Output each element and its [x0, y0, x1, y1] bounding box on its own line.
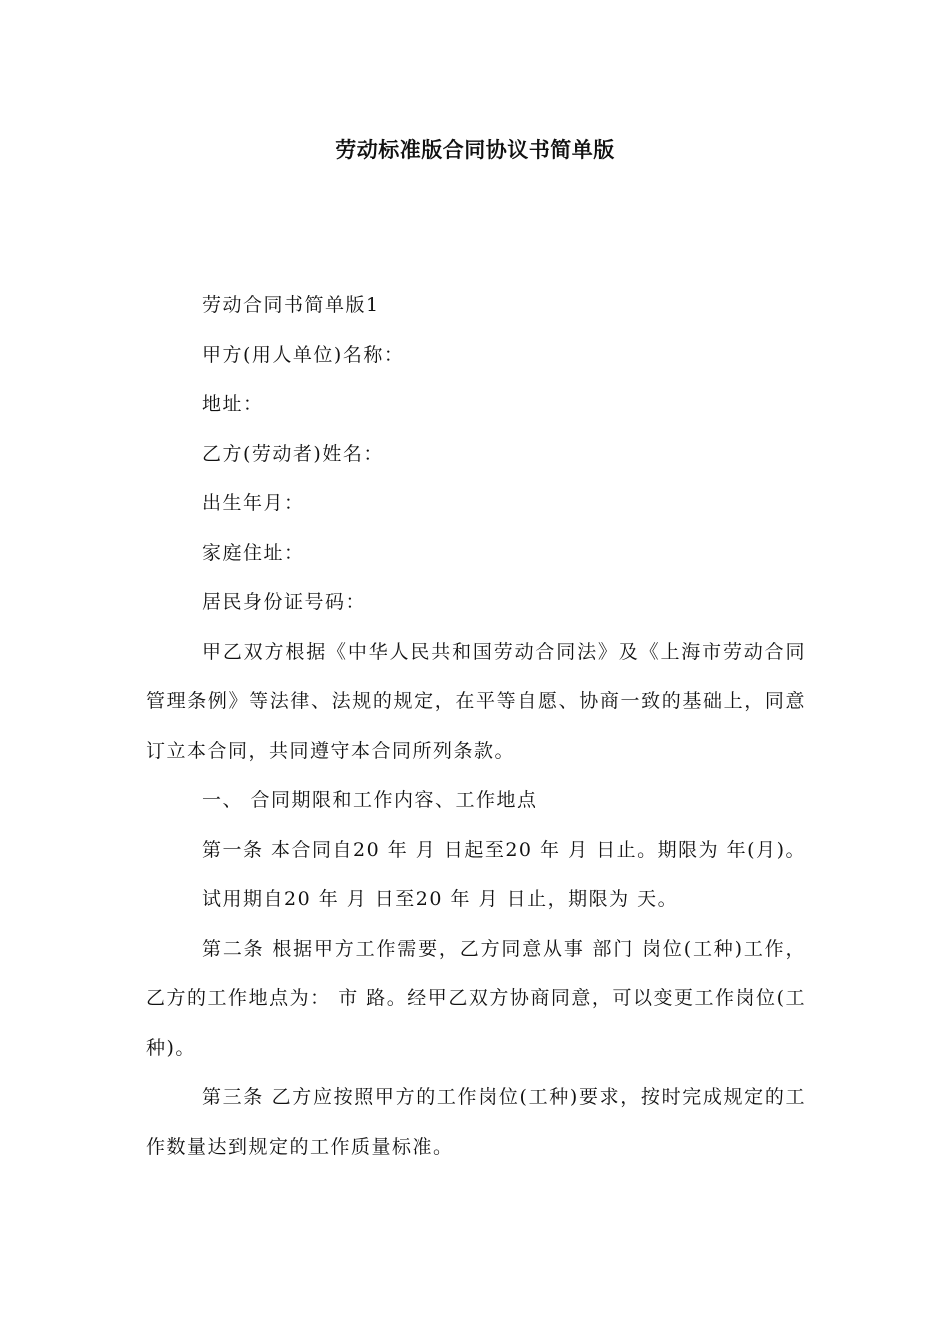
probation-paragraph: 试用期自20 年 月 日至20 年 月 日止，期限为 天。 [202, 888, 679, 910]
article-1-paragraph: 第一条 本合同自20 年 月 日起至20 年 月 日止。期限为 年(月)。 [202, 838, 806, 861]
preamble-paragraph: 甲乙双方根据《中华人民共和国劳动合同法》及《上海市劳动合同管理条例》等法律、法规的规定，在平等自愿、协商一致的基础上，同意订立本合同，共同遵守本合同所列条款。 [146, 640, 806, 762]
id-number-line: 居民身份证号码： [202, 591, 367, 613]
document-body [146, 281, 806, 1172]
document-title: 劳动标准版合同协议书简单版 [335, 138, 615, 162]
article-2-paragraph: 第二条 根据甲方工作需要，乙方同意从事 部门 岗位(工种)工作，乙方的工作地点为： 市 路。经甲乙双方协商同意，可以变更工作岗位(工种)。 [146, 937, 806, 1059]
birth-date-line: 出生年月： [202, 492, 305, 514]
address-line: 地址： [202, 393, 264, 415]
contract-heading: 劳动合同书简单版1 [202, 294, 380, 316]
party-b-name-line: 乙方(劳动者)姓名： [202, 442, 384, 465]
section-heading: 一、 合同期限和工作内容、工作地点 [202, 789, 538, 811]
article-3-paragraph: 第三条 乙方应按照甲方的工作岗位(工种)要求，按时完成规定的工作数量达到规定的工作质量标准。 [146, 1086, 806, 1158]
party-a-name-line: 甲方(用人单位)名称： [202, 343, 405, 366]
home-address-line: 家庭住址： [202, 541, 305, 564]
